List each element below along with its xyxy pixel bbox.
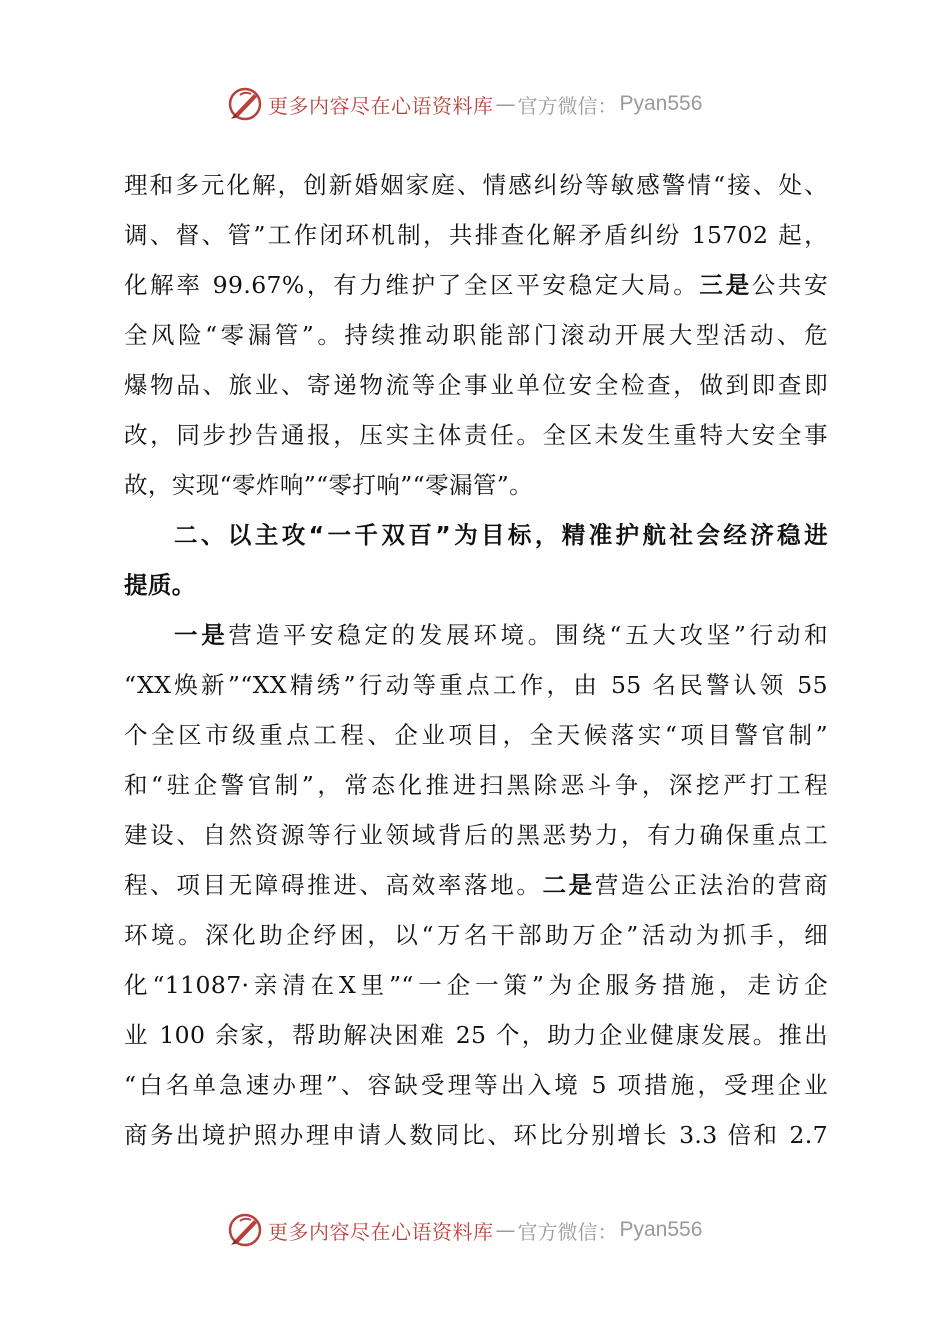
text-line: 个全区市级重点工程、企业项目，全天候落实“项目警官制” <box>124 721 828 749</box>
text-line: 建设、自然资源等行业领域背后的黑恶势力，有力确保重点工 <box>124 821 828 849</box>
text-line: 商务出境护照办理申请人数同比、环比分别增长 3.3 倍和 2.7 <box>124 1121 828 1149</box>
section-heading: 二、以主攻“一千双百”为目标，精准护航社会经济稳进 <box>174 521 828 549</box>
pen-logo-icon <box>226 85 264 123</box>
text-line: 业 100 余家，帮助解决困难 25 个，助力企业健康发展。推出 <box>124 1021 828 1049</box>
text-line: 一是营造平安稳定的发展环境。围绕“五大攻坚”行动和 <box>174 621 828 649</box>
text-line: 程、项目无障碍推进、高效率落地。二是营造公正法治的营商 <box>124 871 828 899</box>
banner-wechat-label: 官方微信： <box>517 93 618 118</box>
text-line: 爆物品、旅业、寄递物流等企事业单位安全检查，做到即查即 <box>124 371 828 399</box>
text-line: 故，实现“零炸响”“零打响”“零漏管”。 <box>124 471 534 499</box>
text-line: 化解率 99.67%，有力维护了全区平安稳定大局。三是公共安 <box>124 271 828 299</box>
text-line: 化“11087·亲清在X里”“一企一策”为企服务措施，走访企 <box>124 971 828 999</box>
banner-dash: — <box>495 92 516 116</box>
text-line: “XX焕新”“XX精绣”行动等重点工作，由 55 名民警认领 55 <box>124 671 828 699</box>
header-watermark-banner <box>226 84 702 124</box>
banner-dash: — <box>495 1218 516 1242</box>
text-line: 理和多元化解，创新婚姻家庭、情感纠纷等敏感警情“接、处、 <box>124 171 828 199</box>
document-body <box>124 160 828 1160</box>
text-line: 调、督、管”工作闭环机制，共排查化解矛盾纠纷 15702 起， <box>124 221 828 249</box>
text-line: “白名单急速办理”、容缺受理等出入境 5 项措施，受理企业 <box>124 1071 828 1099</box>
banner-wechat-id: Pyan556 <box>619 1218 703 1241</box>
text-line: 改，同步抄告通报，压实主体责任。全区未发生重特大安全事 <box>124 421 828 449</box>
banner-title: 更多内容尽在心语资料库 <box>268 93 494 118</box>
text-line: 和“驻企警官制”，常态化推进扫黑除恶斗争，深挖严打工程 <box>124 771 828 799</box>
pen-logo-icon <box>226 1211 264 1249</box>
banner-wechat-id: Pyan556 <box>619 92 703 115</box>
text-line: 环境。深化助企纾困，以“万名干部助万企”活动为抓手，细 <box>124 921 828 949</box>
banner-wechat-label: 官方微信： <box>517 1219 618 1244</box>
text-line: 全风险“零漏管”。持续推动职能部门滚动开展大型活动、危 <box>124 321 828 349</box>
footer-watermark-banner <box>226 1210 702 1250</box>
section-heading: 提质。 <box>124 571 196 599</box>
banner-title: 更多内容尽在心语资料库 <box>268 1219 494 1244</box>
